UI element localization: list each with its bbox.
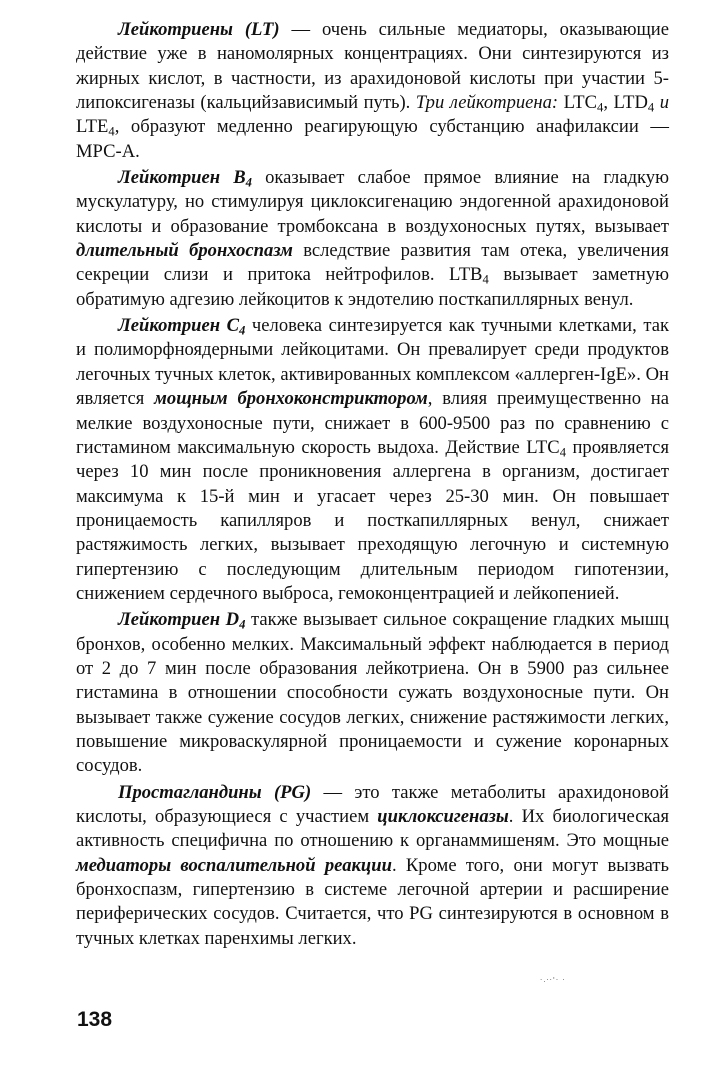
term-subscript: 4 bbox=[245, 175, 252, 190]
emphasis-bold-italic: циклоксигеназы bbox=[377, 806, 509, 827]
paragraph-text: , образуют медленно реагирующую субстанцию анафилаксии — МРС-А. bbox=[76, 116, 669, 162]
term-leukotriene-c4 bbox=[118, 315, 245, 336]
paragraph-text: также вызывает сильное сокращение гладких мышц бронхов, особенно мелких. Максимальный эффект наблюдается в период от 2 до 7 мин после образования лейкотриена. Он в 5900 раз сильнее гистамина в отношении способности сужать воздухоносные пути. Он вызывает также сужение сосудов легких, снижение растяжимости легких, повышение микроваскулярной проницаемости и сужение коронарных сосудов. bbox=[76, 609, 670, 777]
body-text bbox=[76, 18, 669, 951]
formula-subscript: 4 bbox=[482, 272, 489, 287]
paragraph-text: оказывает слабое прямое влияние на гладкую мускулатуру, но стимулируя циклоксигенацию эндогенной арахидоновой кислоты и образование тромбоксана в воздухоносных путях, вызывает bbox=[76, 167, 669, 237]
paragraph-text: вследствие развития там отека, увеличения секреции слизи и притока нейтрофилов. bbox=[76, 240, 669, 286]
separator: , bbox=[603, 92, 614, 114]
paragraph-prostaglandins bbox=[76, 781, 669, 951]
paragraph-leukotriene-c4 bbox=[76, 314, 669, 606]
formula-ltc: LTC bbox=[526, 436, 560, 458]
formula-ltd: LTD bbox=[613, 92, 648, 114]
paragraph-text-italic: и bbox=[654, 92, 670, 114]
paragraph-leukotriene-d4 bbox=[76, 608, 669, 778]
formula-ltc: LTC bbox=[563, 92, 598, 114]
term-leukotriene-d4 bbox=[118, 609, 245, 630]
term-subscript: 4 bbox=[239, 617, 246, 632]
formula-subscript: 4 bbox=[597, 100, 604, 115]
paragraph-text: , влияя преимущественно на мелкие воздухоносные пути, снижает в 600-9500 раз по сравнению с гистамином максимальную скорость выдоха. Действие bbox=[76, 388, 670, 458]
emphasis-bold-italic: мощным бронхоконстриктором bbox=[154, 388, 428, 410]
term-leukotriene-b4 bbox=[118, 167, 252, 188]
term-label: Лейкотриен C bbox=[118, 315, 240, 337]
print-specks: ·.··'· · bbox=[540, 976, 566, 984]
term-subscript: 4 bbox=[239, 323, 246, 338]
term-label: Лейкотриен D bbox=[118, 609, 240, 631]
formula-ltb: LTB bbox=[449, 264, 483, 286]
emphasis-bold-italic: длительный бронхоспазм bbox=[76, 240, 293, 262]
paragraph-text-italic: Три лейкотриена: bbox=[415, 92, 564, 114]
term-prostaglandins: Простагландины (PG) bbox=[118, 781, 312, 803]
paragraph-text: . Кроме того, они могут вызвать бронхоспазм, гипертензию в системе легочной артерии и расширение периферических сосудов. Считается, что PG синтезируются в основном в тучных клетках паренхимы легких. bbox=[76, 854, 669, 949]
paragraph-leukotrienes bbox=[76, 18, 669, 164]
paragraph-text: — очень сильные медиаторы, оказывающие действие уже в наномолярных концентрациях. Они синтезируются из жирных кислот, в частности, из арахидоновой кислоты при участии 5-липоксигеназы (кальцийзависимый путь). bbox=[76, 19, 669, 114]
paragraph-text: вызывает заметную обратимую адгезию лейкоцитов к эндотелию посткапиллярных венул. bbox=[76, 264, 670, 310]
formula-subscript: 4 bbox=[559, 445, 567, 460]
paragraph-text: проявляется через 10 мин после проникновения аллергена в организм, достигает максимума к 15-й мин и угасает через 25-30 мин. Он повышает проницаемость капилляров и посткапиллярных венул, снижает растяжимость легких, вызывает преходящую легочную и системную гипертензию с последующим длительным периодом гипотензии, снижением сердечного выброса, гемоконцентрацией и лейкопенией. bbox=[76, 436, 669, 604]
paragraph-text: . Их биологическая активность специфична по отношению к органаммишеням. Это мощные bbox=[76, 806, 670, 852]
formula-subscript: 4 bbox=[108, 124, 115, 139]
term-leukotrienes: Лейкотриены (LT) bbox=[118, 19, 280, 40]
paragraph-leukotriene-b4 bbox=[76, 166, 669, 312]
term-label: Лейкотриен B bbox=[118, 167, 246, 189]
page-number: 138 bbox=[77, 1008, 113, 1031]
paragraph-text: — это также метаболиты арахидоновой кислоты, образующиеся с участием bbox=[76, 781, 669, 827]
formula-lte: LTE bbox=[76, 116, 109, 138]
paragraph-text: человека синтезируется как тучными клетками, так и полиморфноядерными лейкоцитами. Он превалирует среди продуктов легочных тучных клеток, активированных комплексом «аллерген-IgE». Он является bbox=[76, 315, 669, 410]
formula-subscript: 4 bbox=[647, 100, 655, 115]
emphasis-bold-italic: медиаторы воспалительной реакции bbox=[76, 854, 392, 876]
